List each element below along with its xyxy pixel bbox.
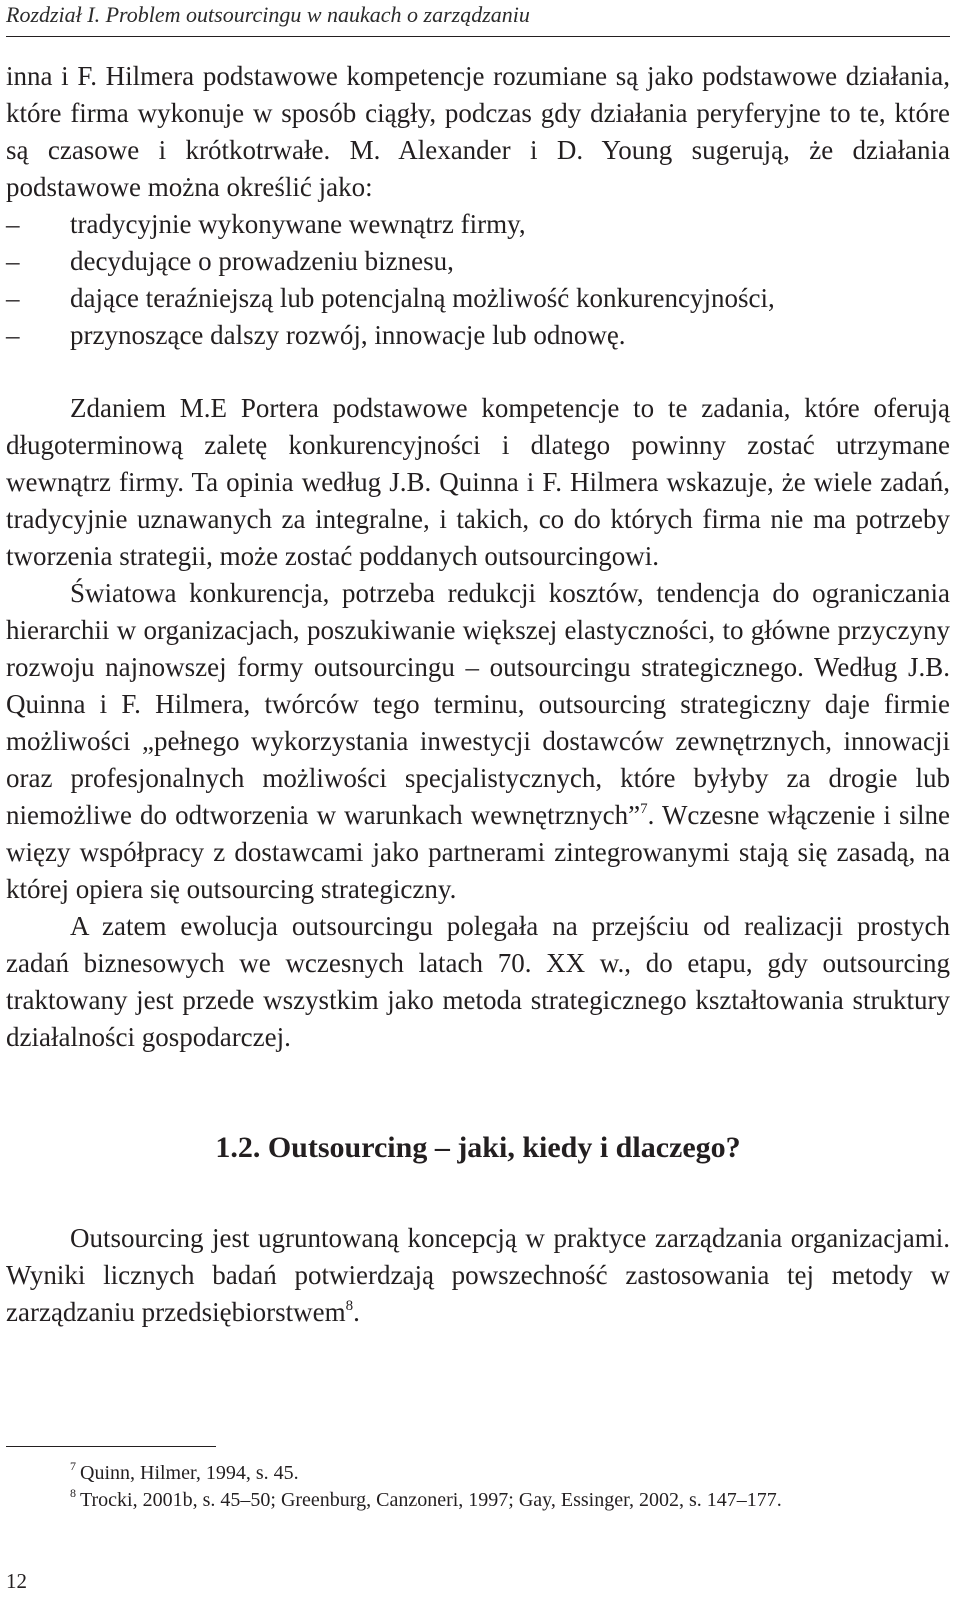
dash-list: [6, 206, 950, 354]
list-item: [6, 206, 950, 243]
running-head: Rozdział I. Problem outsourcingu w naukach o zarządzaniu: [6, 2, 530, 27]
page-number: 12: [6, 1569, 27, 1593]
section-heading: 1.2. Outsourcing – jaki, kiedy i dlaczego?: [215, 1131, 741, 1164]
body-text: [6, 58, 950, 1331]
paragraph-4: A zatem ewolucja outsourcingu polegała na przejściu od realizacji prostych zadań biznesowych we wczesnych latach 70. XX w., do etapu, gdy outsourcing traktowany jest przede wszystkim jako metoda strategicznego kształtowania struktury działalności gospodarczej.: [6, 911, 950, 1052]
footnote-7: [70, 1460, 950, 1487]
footnote-rule: [6, 1446, 216, 1447]
list-item: [6, 280, 950, 317]
footnote-text: Quinn, Hilmer, 1994, s. 45.: [80, 1462, 299, 1484]
paragraph-5-text-b: .: [353, 1297, 360, 1327]
footnote-ref-8[interactable]: 8: [345, 1298, 354, 1314]
header-rule: [6, 36, 950, 37]
list-item-text: dające teraźniejszą lub potencjalną możliwość konkurencyjności,: [70, 283, 775, 313]
paragraph-5-text-a: Outsourcing jest ugruntowaną koncepcją w praktyce zarządzania organizacjami. Wyniki licznych badań potwierdzają powszechność zastosowania tej metody w zarządzaniu przedsiębiorstwem: [6, 1223, 950, 1327]
dash-bullet: –: [6, 209, 20, 239]
footnote-marker: 7: [70, 1459, 76, 1473]
paragraph-3: [6, 575, 950, 908]
footnote-8: [70, 1487, 950, 1514]
footnote-marker: 8: [70, 1486, 76, 1500]
list-item: [6, 243, 950, 280]
paragraph-3-text-b: . Wczesne włączenie i silne więzy współpracy z dostawcami jako partnerami zintegrowanymi stają się zasadą, na której opiera się outsourcing strategiczny.: [6, 800, 950, 904]
footnote-ref-7[interactable]: 7: [640, 801, 648, 817]
footnotes: [70, 1460, 950, 1514]
list-item-text: decydujące o prowadzeniu biznesu,: [70, 246, 454, 276]
list-item-text: tradycyjnie wykonywane wewnątrz firmy,: [70, 209, 526, 239]
paragraph-5: [6, 1220, 950, 1331]
dash-bullet: –: [6, 283, 20, 313]
dash-bullet: –: [6, 320, 20, 350]
list-item: [6, 317, 950, 354]
dash-bullet: –: [6, 246, 20, 276]
paragraph-2: Zdaniem M.E Portera podstawowe kompetencje to te zadania, które oferują długoterminową zaletę konkurencyjności i dlatego powinny zostać utrzymane wewnątrz firmy. Ta opinia według J.B. Quinna i F. Hilmera wskazuje, że wiele zadań, tradycyjnie uznawanych za integralne, i takich, co do których firma nie ma potrzeby tworzenia strategii, może zostać poddanych outsourcingowi.: [6, 393, 950, 571]
list-item-text: przynoszące dalszy rozwój, innowacje lub odnowę.: [70, 320, 626, 350]
footnote-text: Trocki, 2001b, s. 45–50; Greenburg, Canzoneri, 1997; Gay, Essinger, 2002, s. 147–177.: [80, 1489, 782, 1511]
paragraph-3-text-a: Światowa konkurencja, potrzeba redukcji kosztów, tendencja do ograniczania hierarchii w organizacjach, poszukiwanie większej elastyczności, to główne przyczyny rozwoju najnowszej formy outsourcingu – outsourcingu strategicznego. Według J.B. Quinna i F. Hilmera, twórców tego terminu, outsourcing strategiczny daje firmie możliwości „pełnego wykorzystania inwestycji dostawców zewnętrznych, innowacji oraz profesjonalnych możliwości specjalistycznych, które byłyby za drogie lub niemożliwe do odtworzenia w warunkach wewnętrznych”: [6, 578, 950, 830]
paragraph-1: inna i F. Hilmera podstawowe kompetencje rozumiane są jako podstawowe działania, które firma wykonuje w sposób ciągły, podczas gdy działania peryferyjne to te, które są czasowe i krótkotrwałe. M. Alexander i D. Young sugerują, że działania podstawowe można określić jako:: [6, 61, 950, 202]
